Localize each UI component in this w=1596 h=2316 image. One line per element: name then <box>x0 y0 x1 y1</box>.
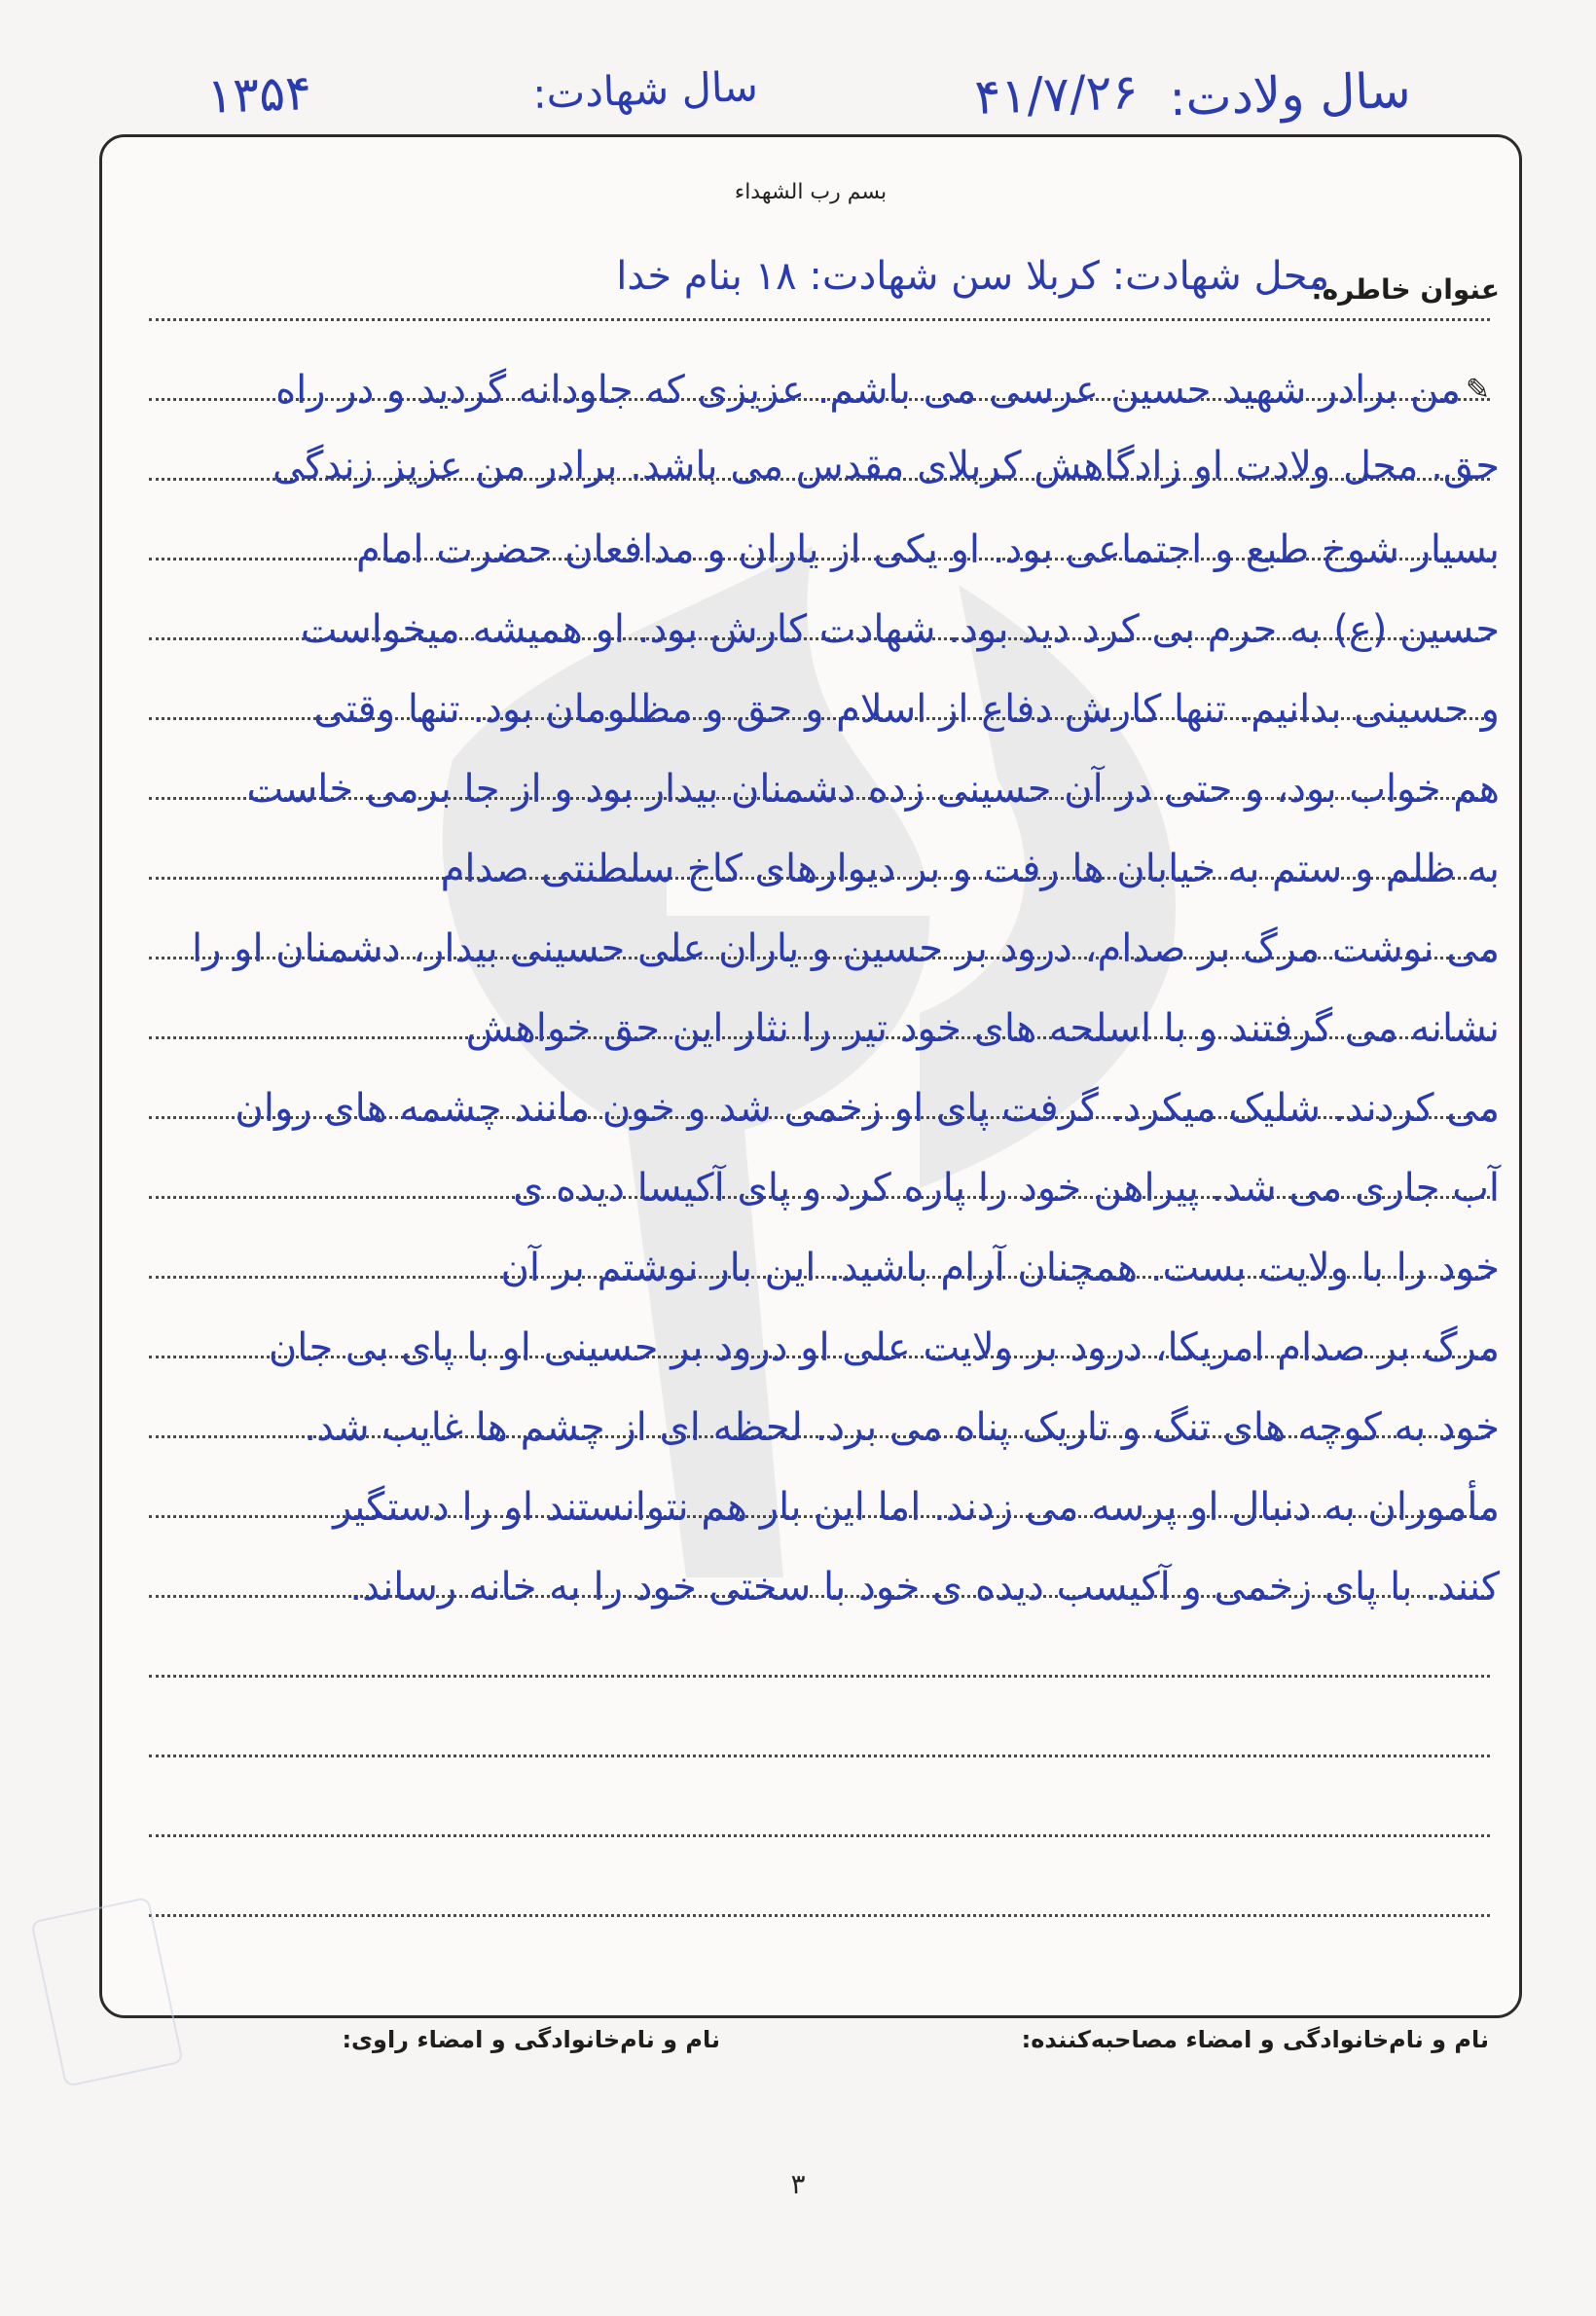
interviewer-signature-label-visible: نام و نام‌خانوادگی و امضاء مصاحبه‌کننده: <box>1021 2026 1489 2053</box>
pencil-icon: ✎ <box>1465 373 1490 407</box>
memoir-line: مرگ بر صدام امریکا، درود بر ولایت علی او درود بر حسینی او با پای بی جان <box>268 1325 1500 1370</box>
ruled-line <box>149 1755 1490 1757</box>
memoir-line: و حسینی بدانیم. تنها کارش دفاع از اسلام و حق و مظلومان بود. تنها وقتی <box>313 687 1500 732</box>
memoir-line: خود را با ولایت بست. همچنان آرام باشید. این بار نوشتم بر آن <box>500 1246 1500 1290</box>
memoir-line: من برادر شهید حسین عرسی می باشم. عزیزی که جاودانه گردید و در راه <box>275 368 1461 413</box>
memoir-line: به ظلم و ستم به خیابان ها رفت و بر دیوارهای کاخ سلطنتی صدام <box>440 847 1500 891</box>
narrator-signature-label-visible: نام و نام‌خانوادگی و امضاء راوی: <box>342 2026 720 2053</box>
ruled-line <box>149 1675 1490 1678</box>
memoir-line: هم خواب بود، و حتی در آن حسینی زده دشمنان بیدار بود و از جا برمی خاست <box>246 767 1500 812</box>
martyrdom-year-label: سال شهادت: <box>531 61 760 119</box>
memoir-line: خود به کوچه های تنگ و تاریک پناه می برد. لحظه ای از چشم ها غایب شد. <box>304 1405 1500 1450</box>
memoir-form-frame <box>99 134 1522 2018</box>
memoir-line: حسین (ع) به حرم بی کرد دید بود. شهادت کارش بود. او همیشه میخواست <box>300 607 1500 652</box>
memoir-line: حق. محل ولادت او زادگاهش کربلای مقدس می باشد. برادر من عزیز زندگی <box>272 444 1500 489</box>
basmala-heading: بسم رب الشهداء <box>734 180 888 204</box>
memoir-line: آب جاری می شد. پیراهن خود را پاره کرد و پای آکیسا دیده ی <box>513 1166 1500 1211</box>
memoir-title-row <box>141 254 1500 322</box>
birth-year-label: سال ولادت: <box>1168 61 1412 127</box>
ruled-line <box>149 318 1490 321</box>
memoir-line: مأموران به دنبال او پرسه می زدند. اما این بار هم نتوانستند او را دستگیر <box>333 1485 1500 1530</box>
memoir-title-value: محل شهادت: کربلا سن شهادت: ۱۸ بنام خدا <box>616 254 1329 299</box>
memoir-line: می نوشت مرگ بر صدام، درود بر حسین و یاران علی حسینی بیدار، دشمنان او را <box>192 926 1500 971</box>
page-number: ۳ <box>790 2168 806 2200</box>
martyrdom-year-value: ۱۳۵۴ <box>205 64 312 125</box>
memoir-line: می کردند. شلیک میکرد. گرفت پای او زخمی شد و خون مانند چشمه های روان <box>235 1086 1500 1131</box>
birth-date-value: ۴۱/۷/۲۶ <box>973 63 1140 126</box>
memoir-line: نشانه می گرفتند و با اسلحه های خود تیر را نثار این حق خواهش <box>465 1006 1500 1051</box>
ruled-line <box>149 1914 1490 1917</box>
memoir-line: بسیار شوخ طبع و اجتماعی بود. او یکی از یاران و مدافعان حضرت امام <box>356 527 1500 572</box>
memoir-line: کنند. با پای زخمی و آکیسب دیده ی خود با سختی خود را به خانه رساند. <box>349 1565 1500 1610</box>
memoir-title-label: عنوان خاطره: <box>1311 273 1500 306</box>
ruled-line <box>149 1834 1490 1837</box>
